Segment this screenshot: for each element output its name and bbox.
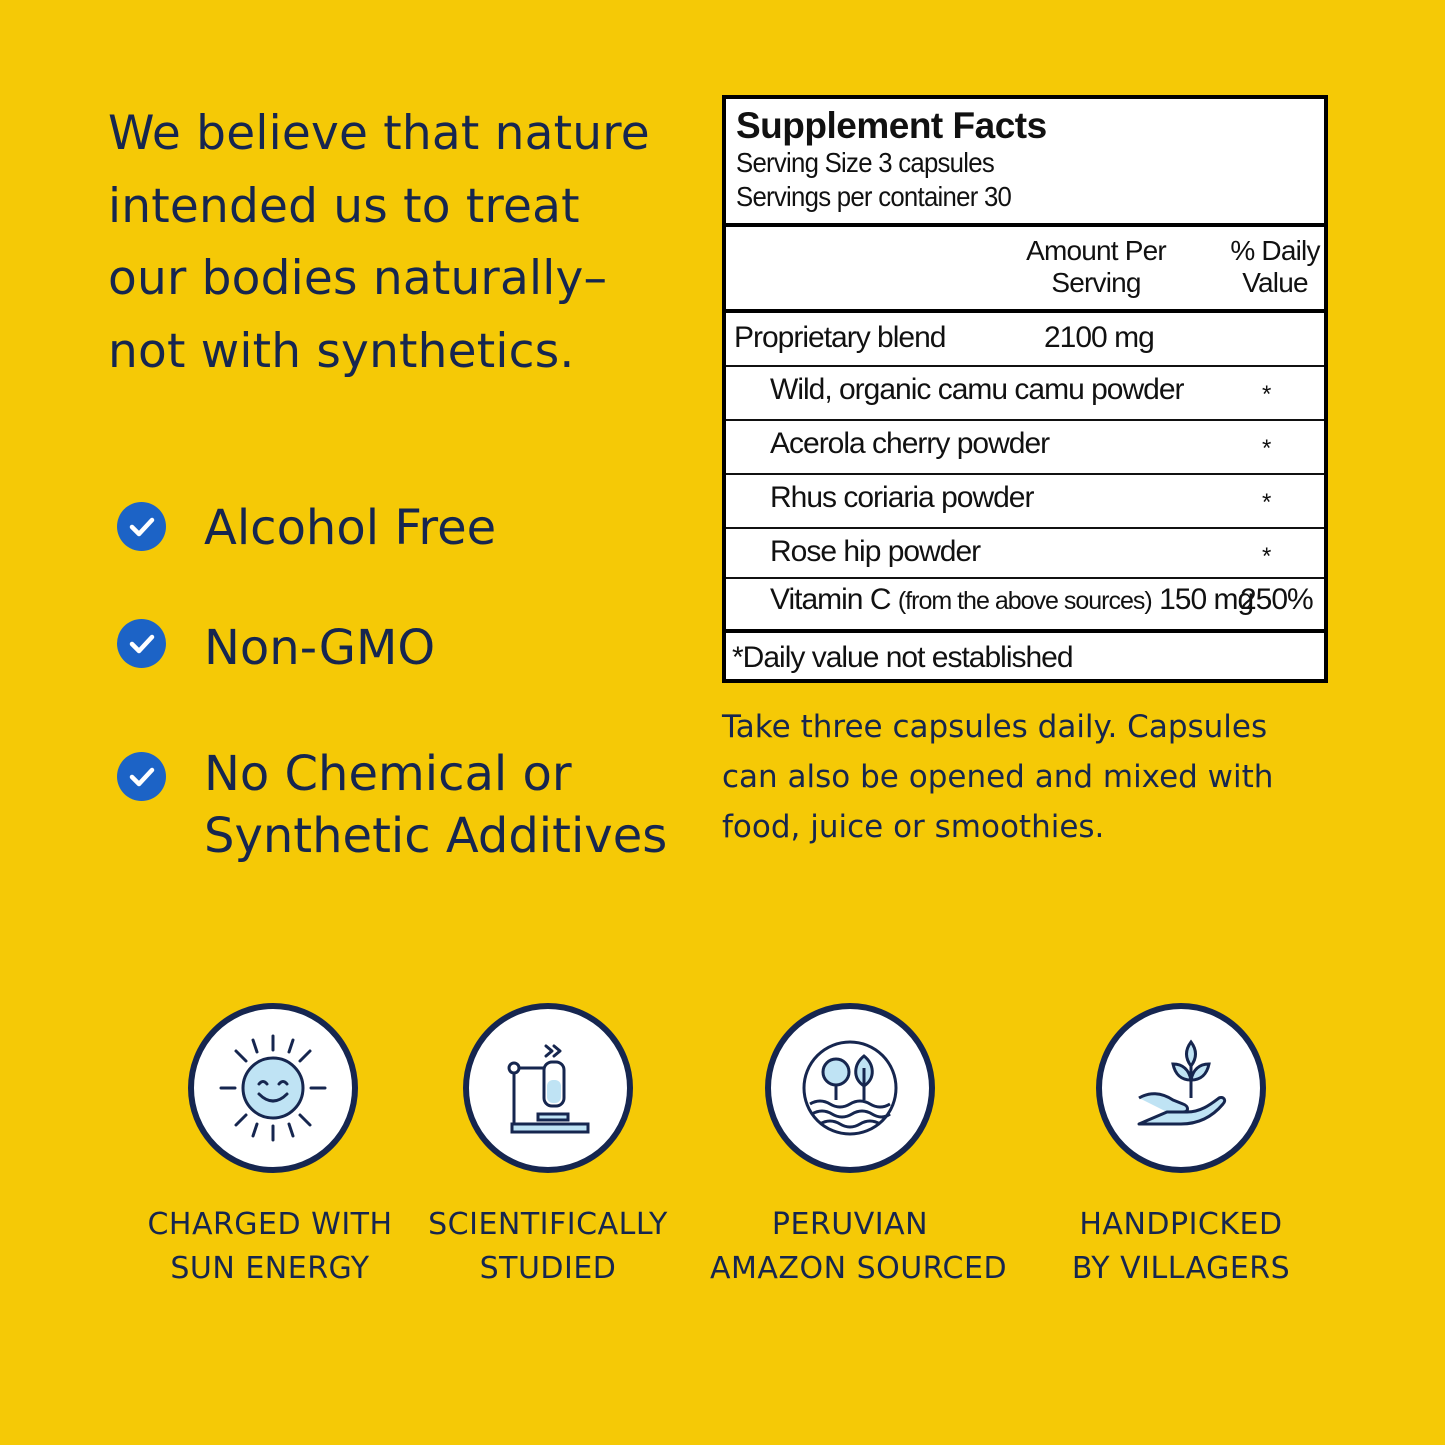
vitamin-c-label xyxy=(770,583,1253,617)
facts-footnote: *Daily value not established xyxy=(732,641,1073,674)
facts-header xyxy=(726,99,1324,227)
vitamin-c-amount: 150 mg xyxy=(1159,583,1254,616)
badge-label-line: HANDPICKED xyxy=(1079,1207,1283,1242)
ingredient-dv: * xyxy=(1262,381,1271,408)
checkmark-icon xyxy=(117,752,166,801)
badge-label-handpicked xyxy=(1041,1203,1321,1291)
checkmark-icon xyxy=(117,619,166,668)
headline-line: We believe that nature xyxy=(108,106,650,161)
column-headers xyxy=(726,227,1324,313)
vitamin-c-note: (from the above sources) xyxy=(897,587,1152,615)
feature-label: Synthetic Additives xyxy=(204,808,668,864)
vitamin-c-dv: 250% xyxy=(1240,583,1313,616)
directions-line: food, juice or smoothies. xyxy=(722,809,1105,845)
servings-per-container: Servings per container 30 xyxy=(736,181,1012,212)
badge-label-line: STUDIED xyxy=(479,1251,617,1286)
ingredient-name: Rhus coriaria powder xyxy=(770,481,1034,514)
blend-amount: 2100 mg xyxy=(1044,321,1154,354)
lab-test-tube-icon xyxy=(488,1028,608,1148)
amount-header-line: Serving xyxy=(1051,267,1141,298)
supplement-facts-panel xyxy=(722,95,1328,683)
badge-sun-energy xyxy=(188,1003,358,1173)
feature-no-additives xyxy=(117,746,668,867)
blend-row xyxy=(726,313,1324,367)
ingredient-dv: * xyxy=(1262,435,1271,462)
blend-name: Proprietary blend xyxy=(734,321,946,354)
directions xyxy=(722,702,1332,852)
serving-size: Serving Size 3 capsules xyxy=(736,147,995,178)
feature-non-gmo xyxy=(117,619,435,679)
badge-label-line: PERUVIAN xyxy=(771,1207,929,1242)
vitamin-c-name: Vitamin C xyxy=(770,583,891,616)
badge-label-line: SUN ENERGY xyxy=(170,1251,370,1286)
headline-line: intended us to treat xyxy=(108,178,580,234)
ingredient-name: Wild, organic camu camu powder xyxy=(770,373,1184,406)
feature-alcohol-free xyxy=(117,500,496,559)
smiling-sun-icon xyxy=(213,1028,333,1148)
ingredient-dv: * xyxy=(1262,489,1271,516)
hand-plant-icon xyxy=(1121,1028,1241,1148)
dv-header-line: % Daily xyxy=(1230,235,1320,266)
feature-label: Non-GMO xyxy=(204,620,436,676)
badge-label-scientifically-studied xyxy=(408,1203,688,1291)
badge-label-peruvian-amazon xyxy=(710,1203,1008,1291)
badge-label-sun-energy xyxy=(130,1203,410,1291)
ingredient-dv: * xyxy=(1262,543,1271,570)
feature-label: No Chemical or xyxy=(204,746,572,802)
ingredient-row xyxy=(726,367,1324,421)
headline xyxy=(108,98,688,388)
vitamin-c-row xyxy=(726,579,1324,633)
directions-line: can also be opened and mixed with xyxy=(722,759,1274,795)
badge-label-line: AMAZON SOURCED xyxy=(710,1251,1008,1286)
feature-label: Alcohol Free xyxy=(204,500,497,556)
dv-header-line: Value xyxy=(1242,267,1308,298)
ingredient-name: Rose hip powder xyxy=(770,535,981,568)
badge-label-line: BY VILLAGERS xyxy=(1071,1251,1291,1286)
badge-label-line: SCIENTIFICALLY xyxy=(428,1207,668,1242)
amount-header-line: Amount Per xyxy=(1026,235,1166,266)
checkmark-icon xyxy=(117,502,166,551)
ingredient-row xyxy=(726,475,1324,529)
badge-scientifically-studied xyxy=(463,1003,633,1173)
trees-river-icon xyxy=(790,1028,910,1148)
headline-line: our bodies naturally– xyxy=(108,251,608,306)
directions-line: Take three capsules daily. Capsules xyxy=(722,709,1268,745)
daily-value-column-header xyxy=(1222,235,1328,299)
ingredient-name: Acerola cherry powder xyxy=(770,427,1050,460)
badge-label-line: CHARGED WITH xyxy=(147,1207,393,1242)
ingredient-row xyxy=(726,421,1324,475)
badge-handpicked xyxy=(1096,1003,1266,1173)
facts-title: Supplement Facts xyxy=(736,105,1047,146)
badge-peruvian-amazon xyxy=(765,1003,935,1173)
amount-column-header xyxy=(1026,235,1166,299)
ingredient-row xyxy=(726,529,1324,579)
headline-line: not with synthetics. xyxy=(108,323,575,379)
